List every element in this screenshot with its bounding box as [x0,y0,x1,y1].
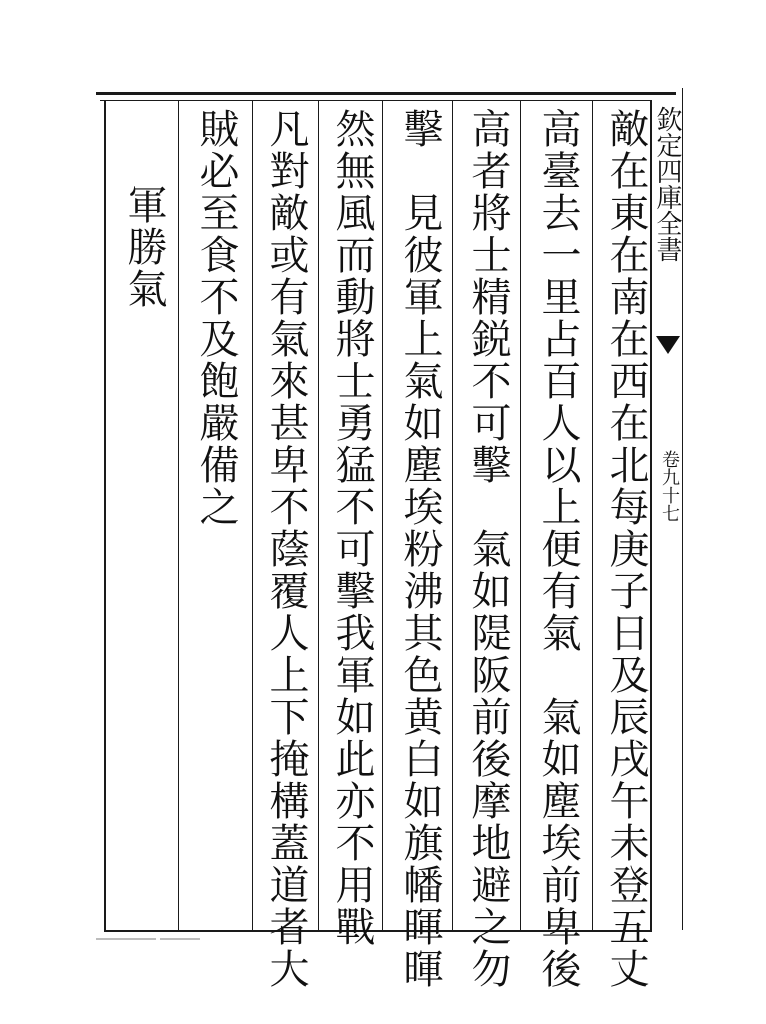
column-divider [592,100,593,930]
column-divider [252,100,253,930]
text-column-2 [528,100,588,990]
column-divider [178,100,179,930]
text-column-7 [186,100,246,930]
margin-right-rule [682,88,683,930]
section-heading: 軍勝氣 [121,184,167,310]
column-text: 高臺去一里占百人以上便有氣 氣如塵埃前卑後 [535,108,581,990]
fish-tail-mark [656,336,680,354]
section-heading-column [114,100,174,930]
column-text: 凡對敵或有氣來甚卑不蔭覆人上下掩構蓋道者大 [263,108,309,990]
margin-juan [660,450,680,590]
column-text: 賊必至食不及飽嚴備之 [193,108,239,528]
top-border-rule [96,92,676,95]
column-divider [318,100,319,930]
text-column-4 [390,100,450,990]
book-title-text: 欽定四庫全書 [652,106,682,262]
column-text: 然無風而動將士勇猛不可擊我軍如此亦不用戰 [329,108,375,948]
scan-mark [160,938,200,940]
column-text: 擊 見彼軍上氣如塵埃粉沸其色黄白如旗幡暉暉 [397,108,443,990]
text-column-5 [322,100,382,948]
text-column-6 [256,100,316,990]
margin-book-title [652,100,682,340]
column-divider [452,100,453,930]
column-text: 敵在東在南在西在北每庚子日及辰戌午未登五丈 [603,108,649,990]
text-column-1 [596,100,656,990]
left-border-rule [104,100,106,930]
text-column-3 [458,100,518,990]
column-divider [382,100,383,930]
column-divider [520,100,521,930]
scan-mark [96,938,156,940]
juan-text: 卷九十七 [659,450,680,522]
column-text: 高者將士精鋭不可擊 氣如隄阪前後摩地避之勿 [465,108,511,990]
